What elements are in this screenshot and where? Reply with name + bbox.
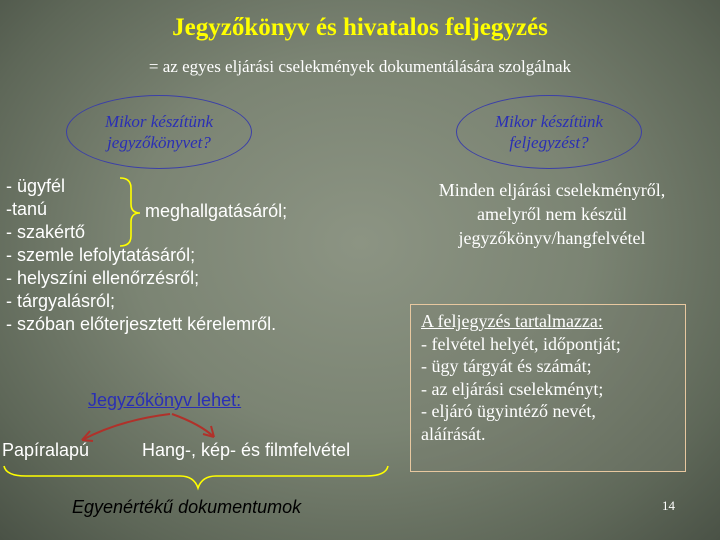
list-item: - eljáró ügyintéző nevét, <box>421 401 596 421</box>
list-item: - szóban előterjesztett kérelemről. <box>6 314 277 334</box>
egyenerteku-text: Egyenértékű dokumentumok <box>72 497 302 517</box>
list-item: - ügyfél <box>6 176 66 196</box>
page-title: Jegyzőkönyv és hivatalos feljegyzés <box>172 14 548 41</box>
bottom-brace-icon <box>4 466 388 488</box>
list-item: - szakértő <box>6 222 86 242</box>
left-question-line1: Mikor készítünk <box>104 112 214 131</box>
right-text-line: Minden eljárási cselekményről, <box>438 180 666 200</box>
right-text-line: amelyről nem készül <box>477 204 627 224</box>
list-item: aláírását. <box>421 423 486 444</box>
right-text-line: jegyzőkönyv/hangfelvétel <box>458 228 646 248</box>
list-item: - ügy tárgyát és számát; <box>421 356 592 376</box>
curly-brace-icon <box>120 178 140 246</box>
list-item: - felvétel helyét, időpontját; <box>421 333 621 354</box>
list-item: - az eljárási cselekményt; <box>421 378 604 399</box>
list-item: - helyszíni ellenőrzésről; <box>6 268 200 288</box>
arrow-right-icon <box>172 414 214 437</box>
feljegyzes-heading: A feljegyzés tartalmazza: <box>421 311 603 331</box>
right-question-line1: Mikor készítünk <box>494 112 604 131</box>
jegyzokonyv-lehet: Jegyzőkönyv lehet: <box>88 390 242 410</box>
hang-kep-text: Hang-, kép- és filmfelvétel <box>142 440 351 460</box>
page-number: 14 <box>662 498 675 513</box>
arrow-left-icon <box>82 414 170 440</box>
list-item: -tanú <box>6 199 48 219</box>
list-item: - szemle lefolytatásáról; <box>6 245 196 265</box>
papiralapu-text: Papíralapú <box>2 440 90 460</box>
right-question-line2: feljegyzést? <box>509 133 589 152</box>
meghallgatas-text: meghallgatásáról; <box>145 201 288 221</box>
list-item: - tárgyalásról; <box>6 291 116 311</box>
page-subtitle: = az egyes eljárási cselekmények dokumentálására szolgálnak <box>148 57 572 76</box>
left-question-line2: jegyzőkönyvet? <box>107 133 211 152</box>
